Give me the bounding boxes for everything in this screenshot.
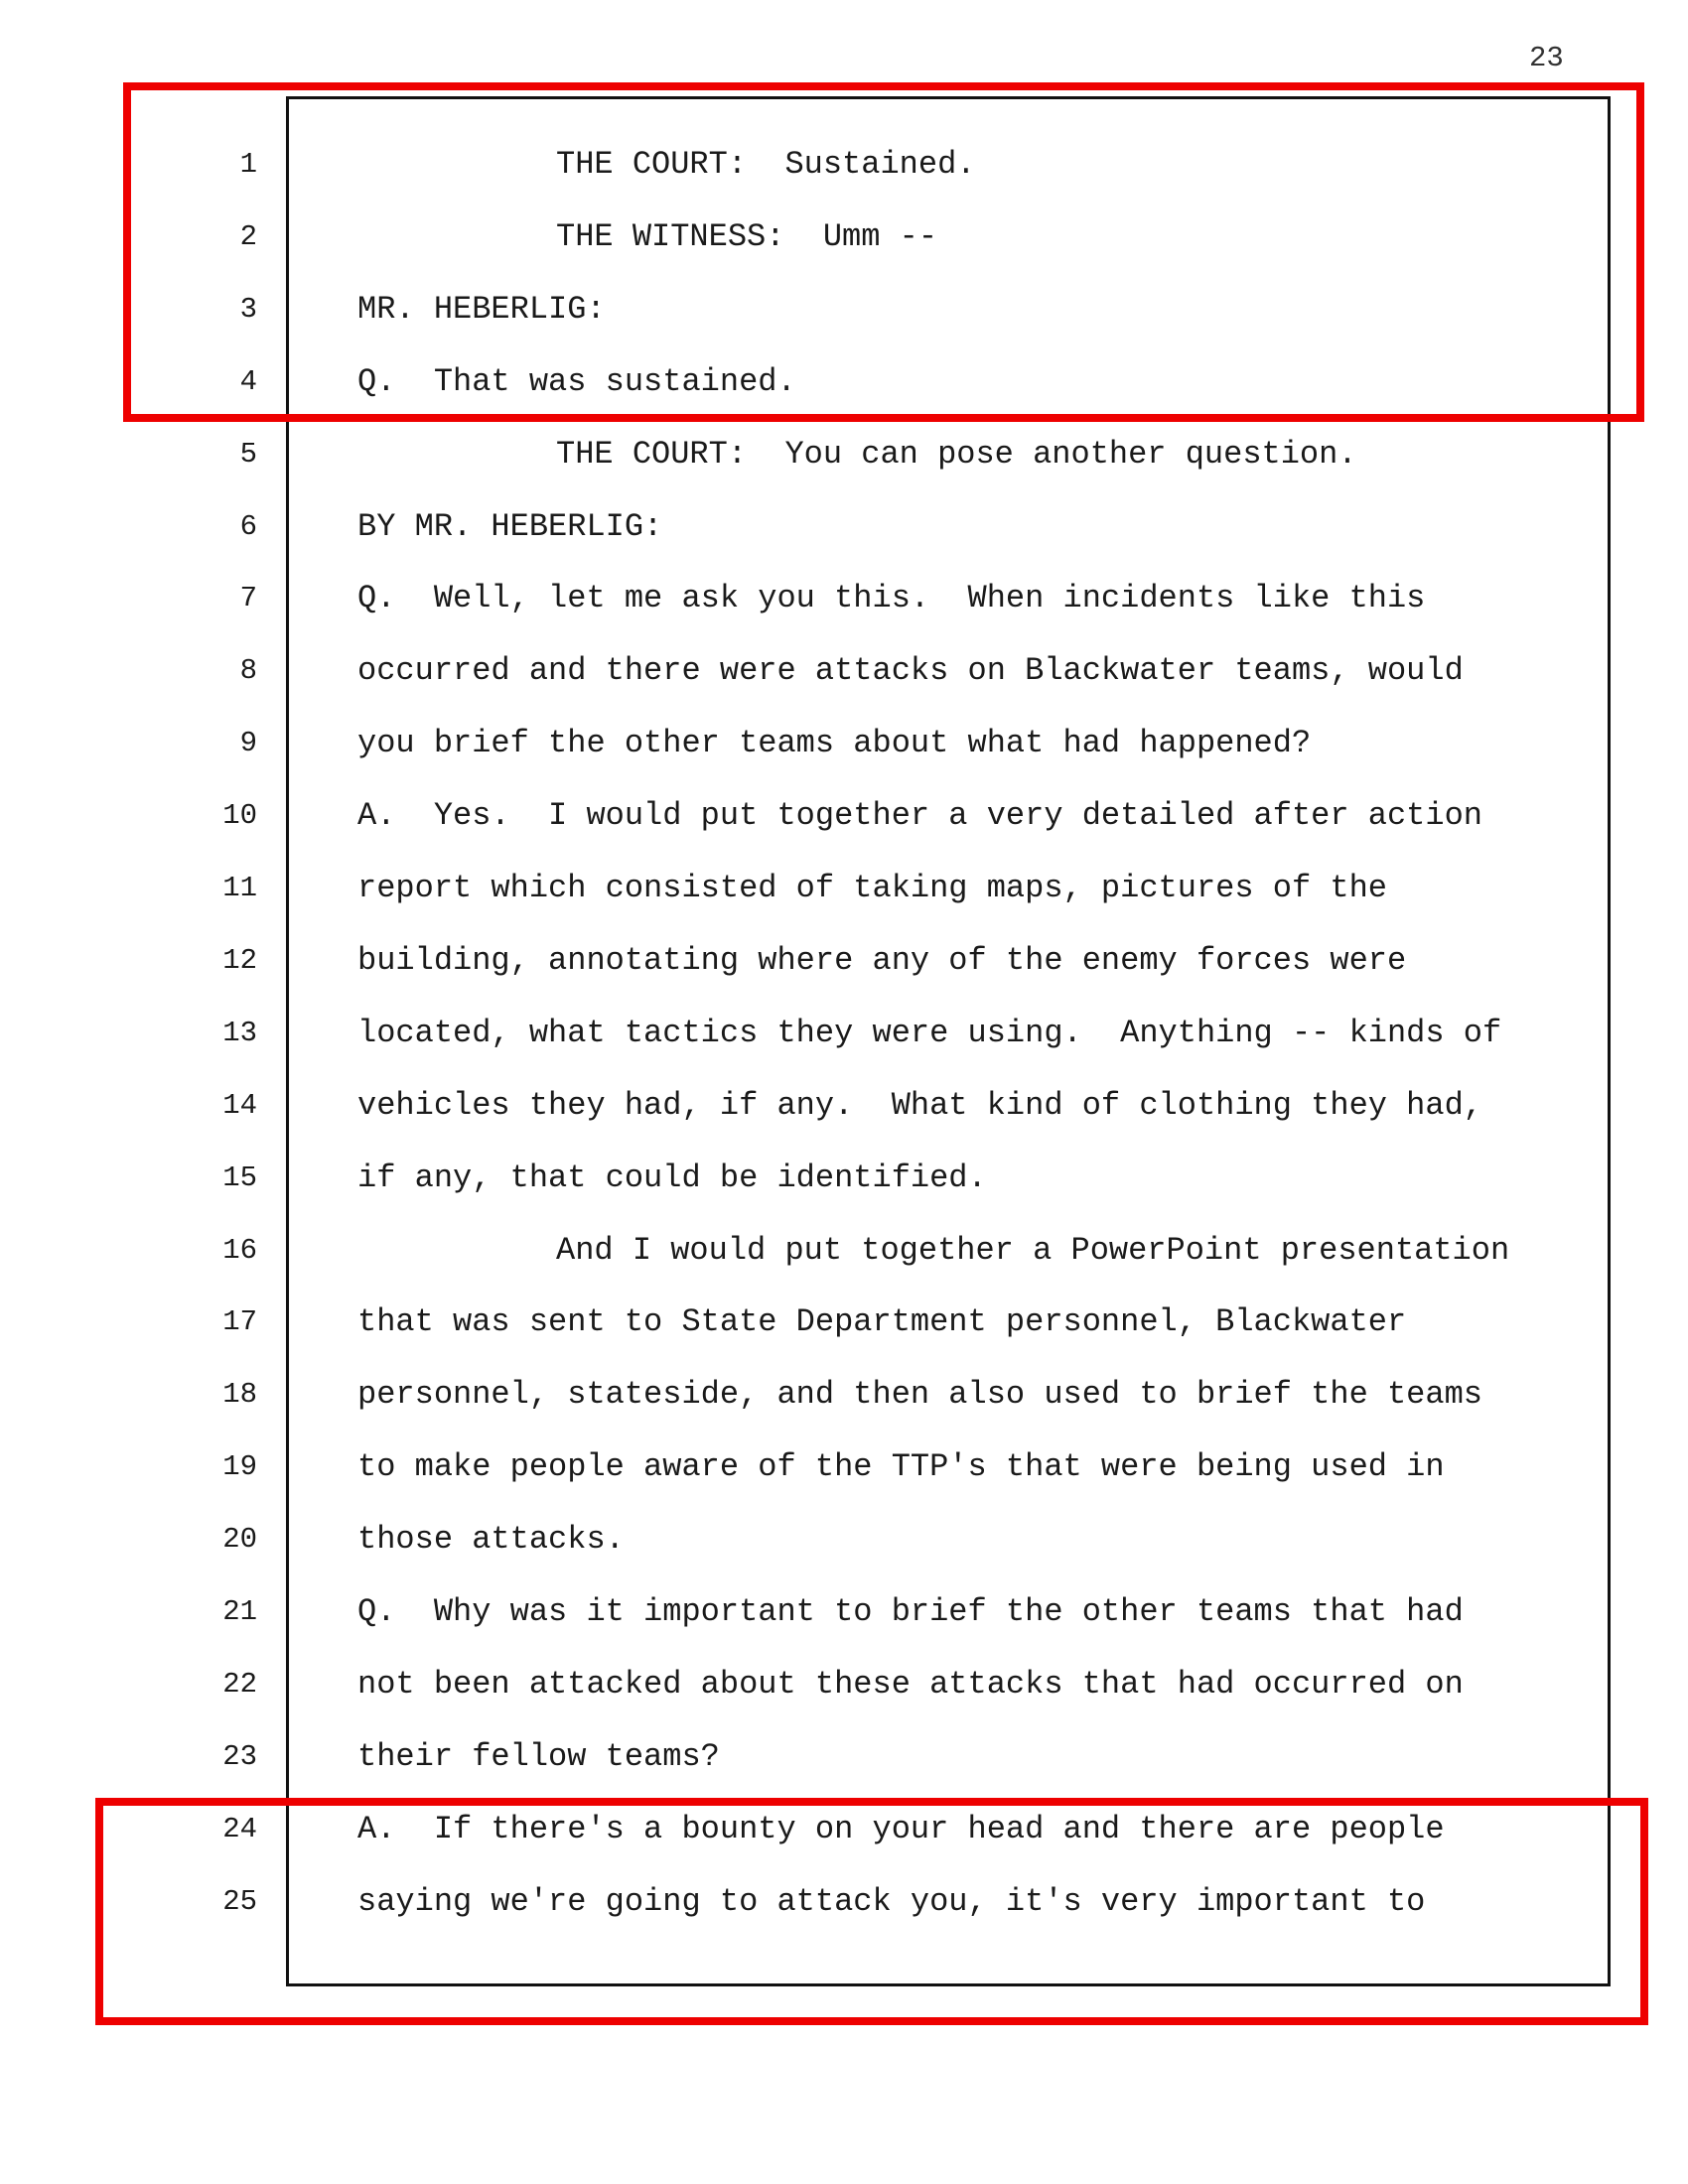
line-text: you brief the other teams about what had happened?: [357, 725, 1312, 762]
line-number: 4: [239, 364, 257, 398]
transcript-line: [0, 435, 1688, 507]
line-text: Q. Well, let me ask you this. When incidents like this: [357, 580, 1426, 617]
line-number: 21: [222, 1595, 257, 1628]
line-text: MR. HEBERLIG:: [357, 290, 606, 328]
transcript-line: [0, 941, 1688, 1014]
line-text: occurred and there were attacks on Blackwater teams, would: [357, 652, 1464, 690]
line-number: 9: [239, 727, 257, 760]
line-number: 7: [239, 582, 257, 615]
line-number: 24: [222, 1812, 257, 1845]
line-number: 11: [222, 872, 257, 904]
line-text: building, annotating where any of the enemy forces were: [357, 941, 1407, 979]
line-text: And I would put together a PowerPoint presentation: [556, 1231, 1510, 1269]
line-text: A. Yes. I would put together a very detailed after action: [357, 797, 1482, 835]
line-number: 18: [222, 1378, 257, 1412]
transcript-line: [0, 1231, 1688, 1303]
line-text: saying we're going to attack you, it's very important to: [357, 1882, 1426, 1920]
line-text: report which consisted of taking maps, pictures of the: [357, 870, 1387, 906]
line-number: 20: [222, 1523, 257, 1557]
line-number: 14: [222, 1088, 257, 1122]
line-text: BY MR. HEBERLIG:: [357, 507, 663, 545]
line-number: 25: [222, 1884, 257, 1918]
transcript-line: [0, 651, 1688, 724]
line-number: 13: [222, 1016, 257, 1049]
transcript-line: [0, 1447, 1688, 1520]
transcript-line: [0, 724, 1688, 796]
transcript-line: [0, 1159, 1688, 1231]
line-text: A. If there's a bounty on your head and there are people: [357, 1810, 1445, 1847]
transcript-line: [0, 796, 1688, 869]
transcript-line: [0, 1302, 1688, 1375]
line-number: 1: [239, 148, 257, 181]
line-number: 8: [239, 654, 257, 688]
line-text: not been attacked about these attacks that had occurred on: [357, 1665, 1464, 1703]
line-number: 10: [222, 799, 257, 833]
transcript-line: [0, 869, 1688, 941]
line-number: 5: [239, 437, 257, 471]
line-number: 2: [239, 219, 257, 253]
highlight-box-bottom: [95, 1798, 1648, 2025]
line-text: that was sent to State Department personnel, Blackwater: [357, 1303, 1407, 1341]
line-text: THE COURT: You can pose another question.: [556, 435, 1357, 473]
highlight-box-top: [123, 82, 1644, 422]
line-number: 3: [239, 292, 257, 326]
transcript-line: [0, 1086, 1688, 1159]
line-text: THE COURT: Sustained.: [556, 146, 976, 183]
line-number: 6: [239, 509, 257, 543]
transcript-line: [0, 1520, 1688, 1592]
transcript-line: [0, 1375, 1688, 1447]
transcript-line: [0, 1014, 1688, 1086]
line-text: those attacks.: [357, 1521, 625, 1559]
line-text: THE WITNESS: Umm --: [556, 217, 938, 255]
line-number: 22: [222, 1667, 257, 1701]
line-text: vehicles they had, if any. What kind of clothing they had,: [357, 1086, 1482, 1124]
transcript-line: [0, 1665, 1688, 1737]
line-text: Q. Why was it important to brief the other teams that had: [357, 1593, 1464, 1630]
transcript-line: [0, 1592, 1688, 1665]
line-text: located, what tactics they were using. Anything -- kinds of: [357, 1014, 1502, 1051]
line-number: 23: [222, 1739, 257, 1773]
page-number: 23: [1529, 42, 1564, 74]
line-number: 16: [222, 1233, 257, 1267]
line-number: 19: [222, 1450, 257, 1484]
line-number: 12: [222, 943, 257, 977]
line-text: to make people aware of the TTP's that were being used in: [357, 1448, 1445, 1486]
transcript-line: [0, 507, 1688, 580]
line-text: if any, that could be identified.: [357, 1159, 987, 1196]
line-text: their fellow teams?: [357, 1737, 720, 1775]
line-text: Q. That was sustained.: [357, 362, 796, 400]
line-number: 15: [222, 1160, 257, 1194]
transcript-line: [0, 579, 1688, 651]
line-text: personnel, stateside, and then also used to brief the teams: [357, 1376, 1482, 1414]
line-number: 17: [222, 1305, 257, 1339]
